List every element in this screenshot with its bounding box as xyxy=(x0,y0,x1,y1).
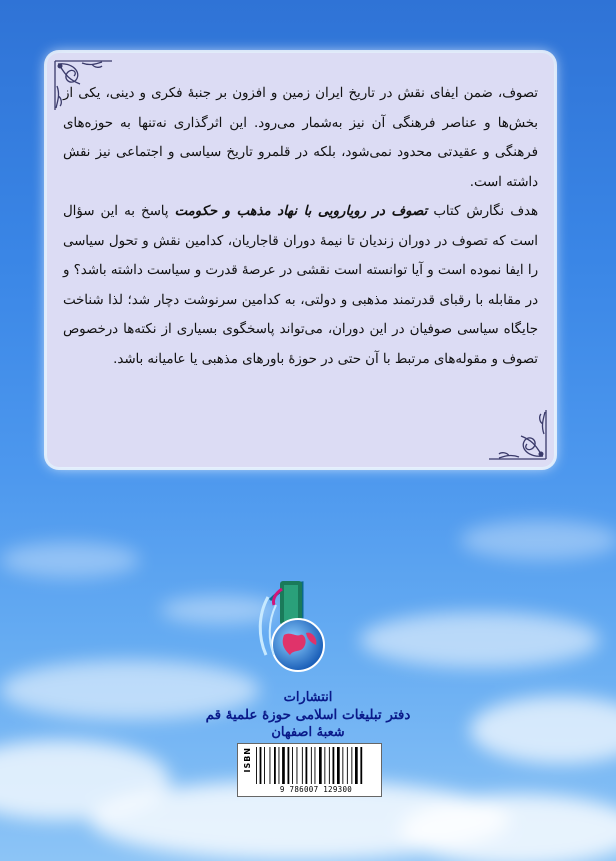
isbn-barcode xyxy=(237,743,382,797)
publisher-branch: شعبهٔ اصفهان xyxy=(271,725,345,740)
publisher-logo xyxy=(250,575,360,695)
ornament-corner-bottom-right xyxy=(487,408,549,462)
description-p2-body: پاسخ به این سؤال است که تصوف در دوران زندیان تا نیمهٔ دوران قاجاریان، کدامین نقش و تحول سیاسی را ایفا نموده است و آیا توانسته است نقشی در عرصهٔ قدرت و سیاست داشته باشد؟ و در مقابله با رقبای قدرتمند مذهبی و دولتی، به کدامین سرنوشت دچار شد؛ لذا شناخت جایگاه سیاسی صوفیان در این دوران، می‌تواند پاسخگوی بسیاری از نکته‌ها درخصوص تصوف و مقوله‌های مرتبط با آن حتی در حوزهٔ باورهای مذهبی یا عامیانه باشد. xyxy=(63,204,538,367)
isbn-number: 9 786007 129300 xyxy=(279,785,353,794)
description-panel xyxy=(47,53,554,467)
description-paragraph-1: تصوف، ضمن ایفای نقش در تاریخ ایران زمین و افزون بر جنبهٔ فکری و دینی، یکی از بخش‌ها و عناصر فرهنگی آن نیز به‌شمار می‌رود. این اثرگذاری نه‌تنها به حوزه‌های فرهنگی و عقیدتی محدود نمی‌شود، بلکه در قلمرو تاریخ سیاسی و اجتماعی نیز نقش داشته است. xyxy=(63,86,538,190)
publisher-name: دفتر تبلیغات اسلامی حوزهٔ علمیهٔ قم xyxy=(205,707,411,723)
publisher-label: انتشارات xyxy=(283,690,333,705)
description-p2-intro: هدف نگارش کتاب xyxy=(427,204,538,219)
isbn-label-text: ISBN xyxy=(243,747,252,773)
barcode-bars xyxy=(254,747,378,784)
isbn-label xyxy=(242,747,250,773)
description-paragraph-2 xyxy=(63,197,538,374)
description-text xyxy=(63,79,538,374)
book-title: تصوف در رویارویی با نهاد مذهب و حکومت xyxy=(174,204,428,219)
